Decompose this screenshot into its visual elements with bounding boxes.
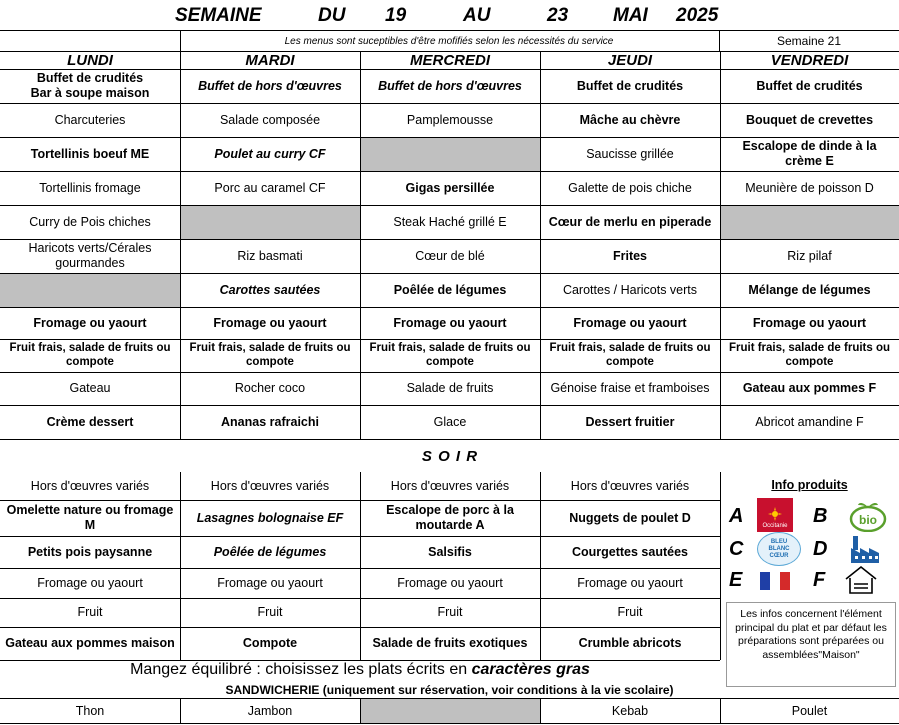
title-semaine: SEMAINE bbox=[175, 5, 262, 26]
lunch-menu-cell: Gateau bbox=[69, 381, 111, 395]
occitanie-logo-icon bbox=[757, 498, 793, 532]
grid-hline bbox=[0, 273, 899, 274]
dinner-menu-cell: Hors d'œuvres variés bbox=[30, 478, 150, 493]
dinner-menu-cell: Courgettes sautées bbox=[571, 544, 688, 559]
slogan-bold: caractères gras bbox=[471, 661, 590, 678]
letter-c: C bbox=[729, 538, 744, 560]
grid-hline bbox=[0, 239, 899, 240]
lunch-menu-cell: Fromage ou yaourt bbox=[33, 315, 147, 330]
grid-hline bbox=[0, 405, 899, 406]
lunch-menu-cell: Carottes sautées bbox=[219, 282, 321, 297]
grid-vline bbox=[540, 698, 541, 723]
lunch-menu-cell: Riz basmati bbox=[237, 248, 303, 263]
lunch-menu-cell: Steak Haché grillé E bbox=[393, 214, 507, 229]
lunch-menu-cell: Salade composée bbox=[219, 112, 321, 127]
dinner-menu-cell: Nuggets de poulet D bbox=[569, 510, 691, 525]
lunch-menu-cell: Abricot amandine F bbox=[755, 414, 864, 429]
info-title: Info produits bbox=[771, 478, 848, 492]
lunch-menu-cell: Rocher coco bbox=[234, 381, 306, 395]
lunch-menu-cell: Ananas rafraichi bbox=[221, 414, 319, 429]
lunch-menu-cell: Charcuteries bbox=[54, 112, 126, 127]
title-month: MAI bbox=[613, 5, 648, 26]
day-header-vendredi: VENDREDI bbox=[770, 52, 849, 69]
letter-a: A bbox=[729, 505, 744, 527]
letter-f: F bbox=[813, 569, 826, 591]
day-header-jeudi: JEUDI bbox=[607, 52, 653, 69]
grid-hline bbox=[0, 205, 899, 206]
grid-vline bbox=[360, 698, 361, 723]
lunch-menu-cell: Fromage ou yaourt bbox=[213, 315, 327, 330]
day-header-lundi: LUNDI bbox=[67, 52, 113, 69]
dinner-menu-cell: Hors d'œuvres variés bbox=[570, 478, 690, 493]
grid-vline bbox=[180, 30, 181, 51]
dinner-menu-cell: Lasagnes bolognaise EF bbox=[196, 510, 344, 525]
title-du: DU bbox=[318, 5, 346, 26]
bio-logo-text: bio bbox=[859, 513, 877, 527]
lunch-menu-cell: Fruit frais, salade de fruits ou compote bbox=[9, 342, 171, 368]
bio-logo-icon bbox=[849, 500, 887, 532]
lunch-menu-cell: Tortellinis fromage bbox=[39, 180, 141, 195]
lunch-menu-cell: Buffet de crudités Bar à soupe maison bbox=[30, 71, 150, 100]
lunch-menu-cell bbox=[360, 137, 540, 171]
day-header-mercredi: MERCREDI bbox=[409, 52, 490, 69]
lunch-menu-cell: Fruit frais, salade de fruits ou compote bbox=[369, 342, 531, 368]
grid-hline bbox=[0, 51, 899, 52]
lunch-menu-cell: Mélange de légumes bbox=[748, 282, 871, 297]
grid-hline bbox=[0, 103, 899, 104]
dinner-menu-cell: Fruit bbox=[617, 605, 643, 619]
dinner-menu-cell: Fruit bbox=[257, 605, 283, 619]
sandwich-cell: Kebab bbox=[611, 703, 649, 718]
dinner-menu-cell: Fromage ou yaourt bbox=[37, 575, 143, 590]
dinner-menu-cell: Fruit bbox=[437, 605, 463, 619]
lunch-menu-cell: Fruit frais, salade de fruits ou compote bbox=[189, 342, 351, 368]
lunch-menu-cell: Poêlée de légumes bbox=[393, 282, 507, 297]
letter-e: E bbox=[729, 569, 743, 591]
dinner-menu-cell: Crumble abricots bbox=[578, 636, 682, 650]
dinner-menu-cell: Fruit bbox=[77, 605, 103, 619]
lunch-menu-cell: Riz pilaf bbox=[787, 248, 832, 263]
title-year: 2025 bbox=[676, 5, 719, 26]
lunch-menu-cell: Cœur de blé bbox=[415, 248, 485, 263]
grid-vline bbox=[720, 51, 721, 439]
lunch-menu-cell bbox=[0, 273, 180, 307]
sandwich-cell: Thon bbox=[75, 703, 105, 718]
lunch-menu-cell: Pamplemousse bbox=[406, 112, 494, 127]
grid-hline bbox=[0, 171, 899, 172]
lunch-menu-cell: Cœur de merlu en piperade bbox=[548, 214, 712, 229]
lunch-menu-cell: Buffet de crudités bbox=[756, 78, 863, 93]
dinner-menu-cell: Hors d'œuvres variés bbox=[210, 478, 330, 493]
factory-icon bbox=[849, 534, 883, 564]
lunch-menu-cell: Buffet de crudités bbox=[576, 78, 684, 93]
bleu-blanc-coeur-logo-icon bbox=[757, 532, 801, 566]
dinner-menu-cell: Salsifis bbox=[428, 544, 472, 559]
grid-hline bbox=[0, 723, 899, 724]
title-day-from: 19 bbox=[385, 5, 407, 26]
week-label: Semaine 21 bbox=[776, 34, 842, 48]
grid-hline bbox=[0, 339, 899, 340]
grid-vline bbox=[540, 472, 541, 660]
lunch-menu-cell: Génoise fraise et framboises bbox=[550, 381, 710, 395]
dinner-menu-cell: Escalope de porc à la moutarde A bbox=[386, 503, 514, 532]
letter-d: D bbox=[813, 538, 828, 560]
dinner-menu-cell: Petits pois paysanne bbox=[27, 544, 153, 559]
notice-text: Les menus sont suceptibles d'être mofifiés selon les nécessités du service bbox=[284, 36, 614, 47]
title-day-to: 23 bbox=[547, 5, 569, 26]
lunch-menu-cell: Tortellinis boeuf ME bbox=[30, 146, 150, 161]
lunch-menu-cell: Porc au caramel CF bbox=[214, 180, 326, 195]
lunch-menu-cell: Curry de Pois chiches bbox=[29, 214, 151, 229]
dinner-menu-cell: Compote bbox=[242, 636, 298, 650]
lunch-menu-cell: Frites bbox=[612, 248, 648, 263]
grid-hline bbox=[0, 307, 899, 308]
sandwich-cell: Jambon bbox=[247, 703, 293, 718]
sandwich-cell: Poulet bbox=[791, 703, 828, 718]
dinner-menu-cell: Salade de fruits exotiques bbox=[372, 636, 528, 650]
bbc-logo-text: BLEU BLANC CŒUR bbox=[768, 538, 790, 559]
lunch-menu-cell: Gateau aux pommes F bbox=[742, 381, 877, 395]
lunch-menu-cell: Escalope de dinde à la crème E bbox=[742, 139, 877, 168]
lunch-menu-cell: Galette de pois chiche bbox=[568, 180, 692, 195]
dinner-menu-cell: Hors d'œuvres variés bbox=[390, 478, 510, 493]
grid-vline bbox=[360, 472, 361, 660]
soir-label: S O I R bbox=[421, 447, 479, 465]
lunch-menu-cell: Fromage ou yaourt bbox=[573, 315, 687, 330]
occitanie-logo-text: Occitanie bbox=[762, 523, 788, 529]
lunch-menu-cell: Meunière de poisson D bbox=[745, 180, 874, 195]
grid-hline bbox=[0, 698, 899, 699]
sandwich-title: SANDWICHERIE (uniquement sur réservation, voir conditions à la vie scolaire) bbox=[225, 683, 674, 697]
lunch-menu-cell: Carottes / Haricots verts bbox=[562, 282, 698, 297]
title-au: AU bbox=[463, 5, 491, 26]
grid-hline bbox=[0, 372, 899, 373]
house-icon bbox=[844, 565, 878, 595]
lunch-menu-cell: Dessert fruitier bbox=[585, 414, 675, 429]
lunch-menu-cell: Fruit frais, salade de fruits ou compote bbox=[549, 342, 711, 368]
lunch-menu-cell: Bouquet de crevettes bbox=[745, 112, 874, 127]
dinner-menu-cell: Fromage ou yaourt bbox=[577, 575, 683, 590]
lunch-menu-cell: Saucisse grillée bbox=[586, 146, 674, 161]
slogan bbox=[0, 659, 720, 681]
lunch-menu-cell: Fruit frais, salade de fruits ou compote bbox=[728, 342, 891, 368]
dinner-menu-cell: Omelette nature ou fromage M bbox=[6, 503, 174, 532]
letter-b: B bbox=[813, 505, 828, 527]
lunch-menu-cell: Poulet au curry CF bbox=[214, 146, 326, 161]
grid-vline bbox=[720, 698, 721, 723]
lunch-menu-cell: Buffet de hors d'œuvres bbox=[378, 78, 522, 93]
grid-vline bbox=[360, 51, 361, 439]
lunch-menu-cell bbox=[720, 205, 899, 239]
slogan-prefix: Mangez équilibré : choisissez les plats écrits en bbox=[130, 661, 472, 678]
grid-hline bbox=[0, 137, 899, 138]
lunch-menu-cell: Glace bbox=[433, 414, 467, 429]
lunch-menu-cell: Crème dessert bbox=[46, 414, 134, 429]
dinner-menu-cell: Poêlée de légumes bbox=[213, 544, 327, 559]
dinner-menu-cell: Fromage ou yaourt bbox=[217, 575, 323, 590]
lunch-menu-cell: Fromage ou yaourt bbox=[752, 315, 867, 330]
grid-vline bbox=[180, 472, 181, 660]
lunch-menu-cell: Haricots verts/Cérales gourmandes bbox=[28, 241, 152, 270]
lunch-menu-cell: Gigas persillée bbox=[405, 180, 495, 195]
grid-vline bbox=[540, 51, 541, 439]
grid-hline bbox=[0, 439, 899, 440]
grid-hline bbox=[0, 660, 720, 661]
grid-vline bbox=[720, 472, 721, 660]
dinner-menu-cell: Fromage ou yaourt bbox=[397, 575, 503, 590]
info-note: Les infos concernent l'élément principal du plat et par défaut les préparations sont préparées ou assemblées"Maison" bbox=[726, 602, 896, 687]
grid-hline bbox=[0, 69, 899, 70]
lunch-menu-cell bbox=[180, 205, 360, 239]
lunch-menu-cell: Fromage ou yaourt bbox=[393, 315, 507, 330]
day-header-mardi: MARDI bbox=[245, 52, 295, 69]
dinner-menu-cell: Gateau aux pommes maison bbox=[5, 636, 175, 650]
grid-hline bbox=[0, 30, 899, 31]
lunch-menu-cell: Salade de fruits bbox=[406, 381, 494, 395]
lunch-menu-cell: Buffet de hors d'œuvres bbox=[198, 78, 342, 93]
grid-vline bbox=[719, 30, 720, 51]
french-flag-icon bbox=[760, 572, 790, 590]
lunch-menu-cell: Mâche au chèvre bbox=[579, 112, 681, 127]
grid-vline bbox=[180, 51, 181, 439]
sandwich-cell bbox=[360, 699, 540, 723]
grid-vline bbox=[180, 698, 181, 723]
